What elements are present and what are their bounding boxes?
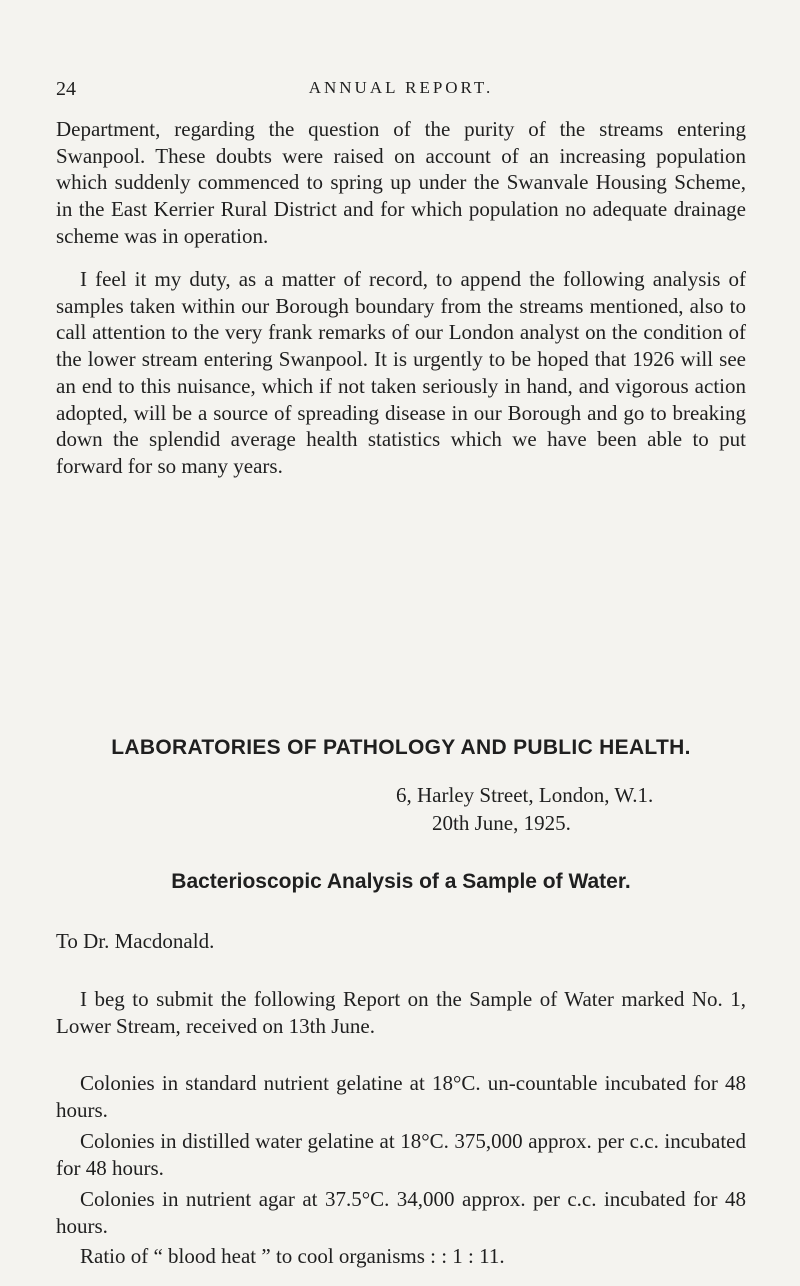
address-date: 20th June, 1925.	[432, 811, 571, 835]
salutation: To Dr. Macdonald.	[56, 929, 215, 953]
report-intro: I beg to submit the following Report on the Sample of Water marked No. 1, Lower Stream, received on 13th June.	[56, 987, 746, 1038]
body-paragraph-1: Department, regarding the question of the purity of the streams entering Swanpool. These doubts were raised on account of an increasing population which suddenly commenced to spring up under the Swanvale Housing Scheme, in the East Kerrier Rural District and for which population no adequate drainage scheme was in operation.	[56, 117, 746, 248]
result-ratio: Ratio of “ blood heat ” to cool organisms : : 1 : 11.	[80, 1244, 505, 1268]
analysis-title: Bacterioscopic Analysis of a Sample of Water.	[171, 870, 631, 893]
result-agar: Colonies in nutrient agar at 37.5°C. 34,000 approx. per c.c. incubated for 48 hours.	[56, 1187, 746, 1238]
body-paragraph-2: I feel it my duty, as a matter of record, to append the following analysis of samples taken within our Borough boundary from the streams mentioned, also to call attention to the very frank remarks of our London analyst on the condition of the lower stream entering Swanpool. It is urgently to be hoped that 1926 will see an end to this nuisance, which if not taken seriously in hand, and vigorous action adopted, will be a source of spreading disease in our Borough and go to breaking down the splendid average health statistics which we have been able to put forward for so many years.	[56, 267, 746, 478]
address-street: 6, Harley Street, London, W.1.	[396, 783, 654, 807]
running-head	[56, 78, 746, 108]
running-title: ANNUAL REPORT.	[308, 78, 494, 97]
result-distilled-water: Colonies in distilled water gelatine at 18°C. 375,000 approx. per c.c. incubated for 48 hours.	[56, 1129, 746, 1180]
page-number: 24	[56, 78, 76, 100]
laboratory-heading: LABORATORIES OF PATHOLOGY AND PUBLIC HEALTH.	[111, 736, 691, 759]
result-gelatine: Colonies in standard nutrient gelatine at 18°C. un-countable incubated for 48 hours.	[56, 1071, 746, 1122]
